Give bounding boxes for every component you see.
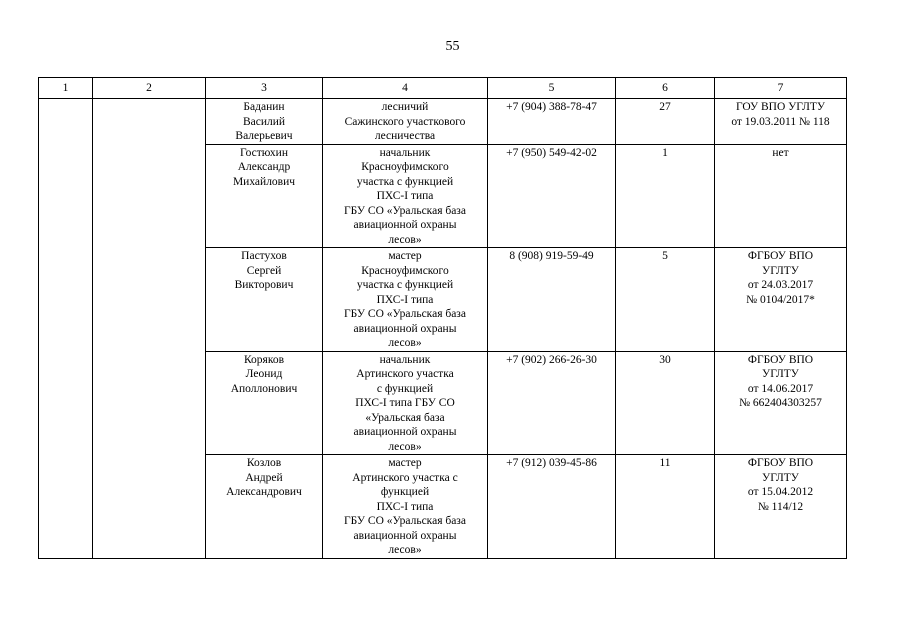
- phone-cell: +7 (904) 388-78-47: [488, 99, 616, 145]
- name-cell-line: Козлов: [246, 457, 282, 469]
- position-cell-line: ГБУ СО «Уральская база: [344, 308, 466, 320]
- position-cell-line: лесов»: [388, 440, 422, 453]
- phone-cell: +7 (912) 039-45-86: [488, 455, 616, 559]
- position-cell-line: начальник: [379, 146, 431, 159]
- experience-cell: 27: [616, 99, 715, 145]
- table-row: [39, 99, 847, 145]
- name-cell-line: Коряков: [243, 353, 285, 366]
- col1-cell: [39, 99, 93, 559]
- education-cell-line: ФГБОУ ВПО: [747, 250, 814, 262]
- name-cell: [206, 248, 323, 352]
- education-cell-line: ФГБОУ ВПО: [747, 457, 814, 469]
- position-cell: [323, 248, 488, 352]
- education-cell: [715, 248, 847, 352]
- position-cell: [323, 99, 488, 145]
- page-number: 55: [445, 39, 460, 54]
- experience-cell: 5: [616, 248, 715, 352]
- position-cell-line: ПХС-I типа: [376, 500, 434, 513]
- position-cell-line: ГБУ СО «Уральская база: [344, 515, 466, 527]
- education-cell: [715, 99, 847, 145]
- name-cell-line: Сергей: [246, 264, 282, 277]
- position-cell-line: Сажинского участкового: [344, 115, 466, 128]
- phone-cell: 8 (908) 919-59-49: [488, 248, 616, 352]
- position-cell-line: начальник: [379, 353, 431, 366]
- position-cell-line: лесов»: [388, 337, 422, 349]
- position-cell-line: Красноуфимского: [361, 161, 449, 173]
- position-cell-line: мастер: [388, 457, 422, 469]
- education-cell-line: УГЛТУ: [762, 264, 799, 277]
- name-cell-line: Александр: [237, 161, 291, 173]
- education-cell: [715, 144, 847, 248]
- position-cell-line: авиационной охраны: [353, 426, 457, 438]
- name-cell-line: Леонид: [245, 368, 283, 380]
- education-cell: [715, 455, 847, 559]
- education-cell-line: УГЛТУ: [762, 368, 799, 380]
- name-cell-line: Михайлович: [232, 175, 296, 188]
- position-cell-line: ГБУ СО «Уральская база: [344, 204, 466, 217]
- position-cell-line: лесничества: [374, 130, 436, 142]
- position-cell-line: участка с функцией: [356, 175, 454, 188]
- education-cell: [715, 351, 847, 455]
- name-cell: [206, 99, 323, 145]
- phone-cell: +7 (950) 549-42-02: [488, 144, 616, 248]
- position-cell-line: с функцией: [376, 382, 434, 395]
- header-cell-1: 1: [39, 78, 93, 99]
- education-cell-line: № 662404303257: [739, 397, 822, 409]
- header-cell-7: 7: [715, 78, 847, 99]
- position-cell: [323, 455, 488, 559]
- position-cell-line: лесов»: [388, 544, 422, 556]
- education-cell-line: ФГБОУ ВПО: [747, 353, 814, 366]
- education-cell-line: нет: [772, 146, 789, 159]
- name-cell-line: Андрей: [245, 471, 283, 484]
- position-cell-line: участка с функцией: [356, 279, 454, 291]
- experience-cell: 1: [616, 144, 715, 248]
- header-cell-3: 3: [206, 78, 323, 99]
- position-cell-line: ПХС-I типа: [376, 293, 434, 306]
- position-cell-line: Красноуфимского: [361, 264, 449, 277]
- position-cell-line: Артинского участка: [356, 368, 454, 380]
- education-cell-line: № 114/12: [757, 500, 804, 513]
- position-cell-line: ПХС-I типа ГБУ СО: [355, 397, 455, 409]
- position-cell-line: Артинского участка с: [352, 471, 458, 484]
- name-cell: [206, 455, 323, 559]
- position-cell-line: функцией: [380, 486, 430, 498]
- header-cell-6: 6: [616, 78, 715, 99]
- education-cell-line: ГОУ ВПО УГЛТУ: [735, 101, 826, 113]
- header-row: [39, 78, 847, 99]
- name-cell-line: Гостюхин: [239, 146, 288, 159]
- education-cell-line: от 19.03.2011 № 118: [731, 115, 830, 128]
- position-cell: [323, 144, 488, 248]
- name-cell-line: Василий: [242, 115, 286, 128]
- position-cell-line: лесов»: [388, 233, 422, 246]
- education-cell-line: от 24.03.2017: [747, 279, 814, 291]
- name-cell-line: Викторович: [234, 279, 294, 291]
- col2-cell: [93, 99, 206, 559]
- header-cell-5: 5: [488, 78, 616, 99]
- experience-cell: 30: [616, 351, 715, 455]
- experience-cell: 11: [616, 455, 715, 559]
- position-cell-line: лесничий: [381, 101, 429, 113]
- name-cell-line: Александрович: [226, 486, 302, 498]
- education-cell-line: от 14.06.2017: [747, 382, 814, 395]
- position-cell-line: мастер: [388, 250, 422, 262]
- name-cell: [206, 144, 323, 248]
- position-cell-line: авиационной охраны: [353, 219, 457, 231]
- header-cell-4: 4: [323, 78, 488, 99]
- education-cell-line: от 15.04.2012: [747, 486, 814, 498]
- name-cell-line: Аполлонович: [230, 382, 298, 395]
- education-cell-line: УГЛТУ: [762, 471, 799, 484]
- name-cell-line: Валерьевич: [235, 130, 293, 142]
- name-cell-line: Пастухов: [241, 250, 287, 262]
- position-cell-line: ПХС-I типа: [376, 190, 434, 202]
- header-cell-2: 2: [93, 78, 206, 99]
- name-cell: [206, 351, 323, 455]
- staff-table: [38, 77, 847, 559]
- position-cell-line: авиационной охраны: [353, 529, 457, 542]
- education-cell-line: № 0104/2017*: [746, 293, 815, 306]
- name-cell-line: Баданин: [243, 101, 285, 113]
- position-cell-line: авиационной охраны: [353, 322, 457, 335]
- position-cell-line: «Уральская база: [365, 411, 445, 424]
- phone-cell: +7 (902) 266-26-30: [488, 351, 616, 455]
- position-cell: [323, 351, 488, 455]
